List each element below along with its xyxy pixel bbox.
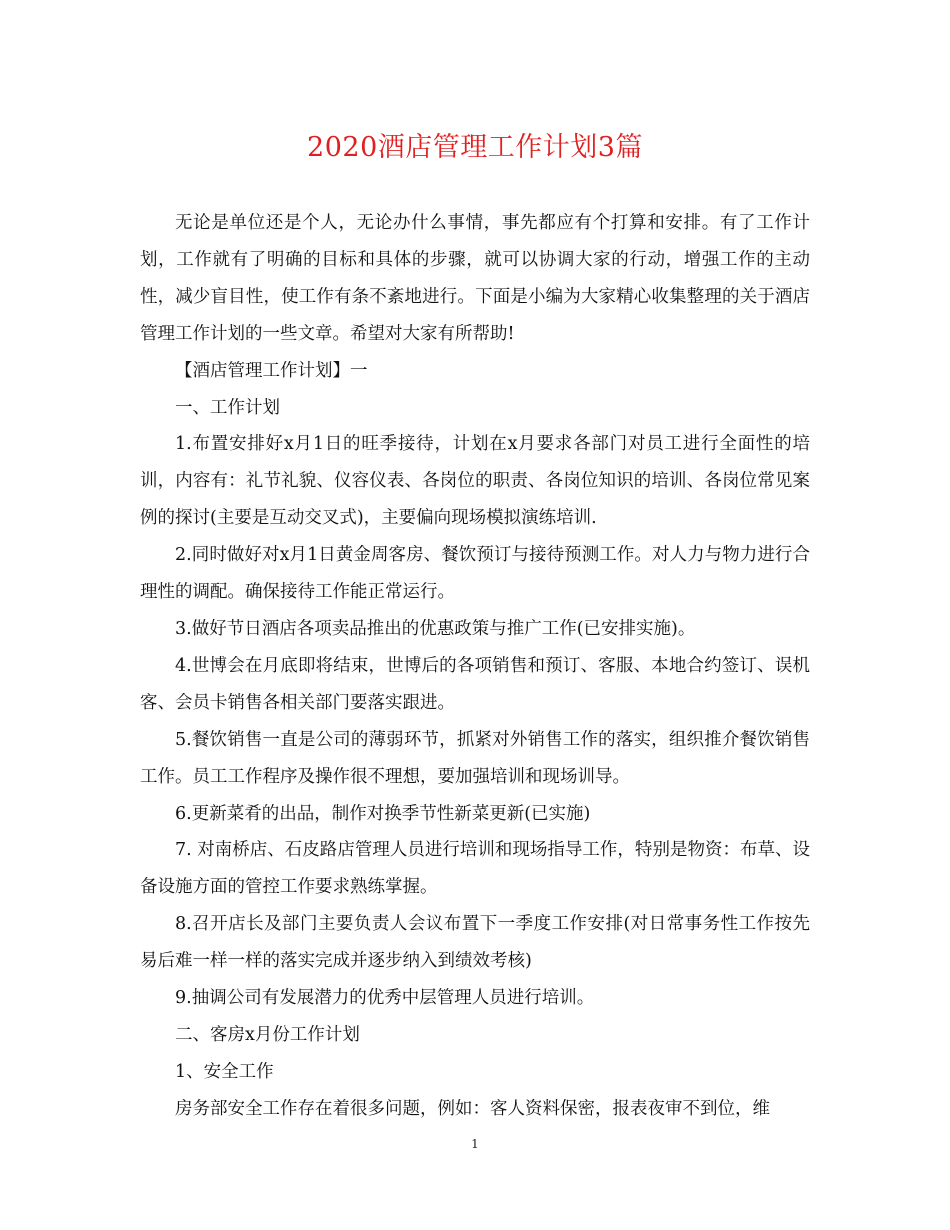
subheading-housekeeping-plan: 二、客房x月份工作计划 xyxy=(175,1024,360,1045)
plan-item-6: 6.更新菜肴的出品，制作对换季节性新菜更新(已实施) xyxy=(175,803,591,824)
plan-item-3: 3.做好节日酒店各项卖品推出的优惠政策与推广工作(已安排实施)。 xyxy=(175,618,696,639)
subheading-safety-work: 1、安全工作 xyxy=(175,1061,274,1082)
safety-paragraph: 房务部安全工作存在着很多问题，例如：客人资料保密，报表夜审不到位，维 xyxy=(175,1098,770,1119)
plan-item-4: 4.世博会在月底即将结束，世博后的各项销售和预订、客服、本地合约签订、误机客、会员卡销售各相关部门要落实跟进。 xyxy=(140,655,810,713)
plan-item-9: 9.抽调公司有发展潜力的优秀中层管理人员进行培训。 xyxy=(175,988,595,1009)
plan-item-5: 5.餐饮销售一直是公司的薄弱环节，抓紧对外销售工作的落实，组织推介餐饮销售工作。员工工作程序及操作很不理想，要加强培训和现场训导。 xyxy=(140,729,810,787)
document-body xyxy=(140,205,810,1128)
page-number: 1 xyxy=(471,1137,479,1151)
intro-paragraph: 无论是单位还是个人，无论办什么事情，事先都应有个打算和安排。有了工作计划，工作就有了明确的目标和具体的步骤，就可以协调大家的行动，增强工作的主动性，减少盲目性，使工作有条不紊地进行。下面是小编为大家精心收集整理的关于酒店管理工作计划的一些文章。希望对大家有所帮助! xyxy=(140,213,810,344)
plan-item-7: 7. 对南桥店、石皮路店管理人员进行培训和现场指导工作，特别是物资：布草、设备设施方面的管控工作要求熟练掌握。 xyxy=(140,840,810,898)
subheading-work-plan: 一、工作计划 xyxy=(175,397,280,418)
document-title: 2020酒店管理工作计划3篇 xyxy=(307,132,643,163)
plan-item-2: 2.同时做好对x月1日黄金周客房、餐饮预订与接待预测工作。对人力与物力进行合理性的调配。确保接待工作能正常运行。 xyxy=(140,545,810,603)
plan-item-1: 1.布置安排好x月1日的旺季接待，计划在x月要求各部门对员工进行全面性的培训，内容有：礼节礼貌、仪容仪表、各岗位的职责、各岗位知识的培训、各岗位常见案例的探讨(主要是互动交叉式)，主要偏向现场模拟演练培训. xyxy=(140,434,810,529)
plan-item-8: 8.召开店长及部门主要负责人会议布置下一季度工作安排(对日常事务性工作按先易后难一样一样的落实完成并逐步纳入到绩效考核) xyxy=(140,914,810,972)
section-heading-plan-one: 【酒店管理工作计划】一 xyxy=(175,360,368,381)
